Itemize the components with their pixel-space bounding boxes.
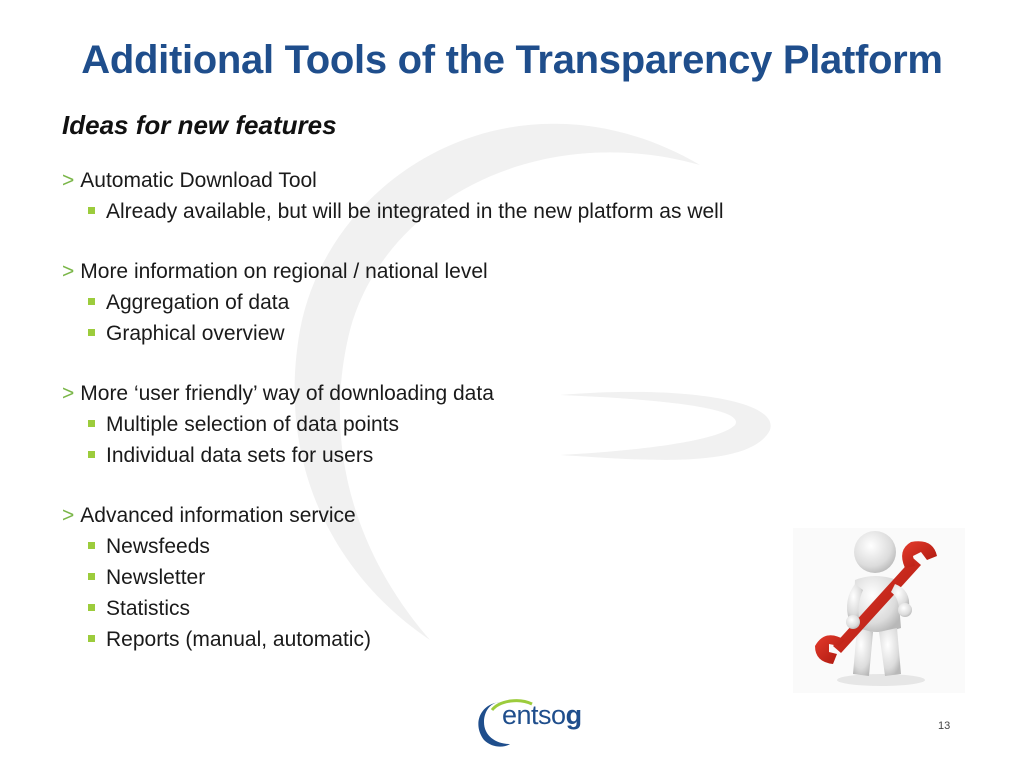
- slide-title: Additional Tools of the Transparency Platform: [81, 38, 943, 82]
- square-bullet-icon: [88, 542, 95, 549]
- feature-item-text: Aggregation of data: [106, 291, 290, 314]
- feature-heading: [62, 166, 822, 196]
- feature-heading-text: Advanced information service: [80, 504, 356, 527]
- feature-item-text: Graphical overview: [106, 322, 285, 345]
- square-bullet-icon: [88, 329, 95, 336]
- square-bullet-icon: [88, 635, 95, 642]
- feature-item: [62, 593, 822, 624]
- feature-heading: [62, 257, 822, 287]
- feature-item: [62, 531, 822, 562]
- page-number: 13: [938, 720, 951, 732]
- feature-group: [62, 166, 822, 227]
- feature-list: [62, 166, 822, 685]
- feature-heading-text: More ‘user friendly’ way of downloading data: [80, 382, 494, 405]
- feature-group: [62, 501, 822, 655]
- logo-text-main: entso: [502, 700, 566, 730]
- feature-item: [62, 409, 822, 440]
- feature-group: [62, 379, 822, 471]
- feature-item-text: Individual data sets for users: [106, 444, 374, 467]
- feature-item: [62, 318, 822, 349]
- arrow-marker-icon: >: [62, 169, 75, 192]
- feature-item: [62, 440, 822, 471]
- feature-heading: [62, 501, 822, 531]
- feature-item: [62, 624, 822, 655]
- feature-item: [62, 562, 822, 593]
- feature-item-text: Already available, but will be integrated in the new platform as well: [106, 200, 724, 223]
- person-with-wrench-icon: [793, 528, 965, 693]
- arrow-marker-icon: >: [62, 382, 75, 405]
- feature-item-text: Newsfeeds: [106, 535, 210, 558]
- feature-heading: [62, 379, 822, 409]
- square-bullet-icon: [88, 298, 95, 305]
- feature-heading-text: More information on regional / national level: [80, 260, 488, 283]
- square-bullet-icon: [88, 207, 95, 214]
- arrow-marker-icon: >: [62, 260, 75, 283]
- arrow-marker-icon: >: [62, 504, 75, 527]
- square-bullet-icon: [88, 604, 95, 611]
- square-bullet-icon: [88, 573, 95, 580]
- square-bullet-icon: [88, 420, 95, 427]
- entsog-logo-text: [502, 700, 582, 731]
- feature-item-text: Newsletter: [106, 566, 206, 589]
- feature-group: [62, 257, 822, 349]
- feature-item: [62, 287, 822, 318]
- square-bullet-icon: [88, 451, 95, 458]
- feature-item: [62, 196, 822, 227]
- slide-subtitle: Ideas for new features: [62, 110, 337, 140]
- feature-item-text: Statistics: [106, 597, 191, 620]
- feature-heading-text: Automatic Download Tool: [80, 169, 317, 192]
- feature-item-text: Multiple selection of data points: [106, 413, 400, 436]
- logo-text-end: g: [565, 700, 582, 730]
- feature-item-text: Reports (manual, automatic): [106, 628, 371, 651]
